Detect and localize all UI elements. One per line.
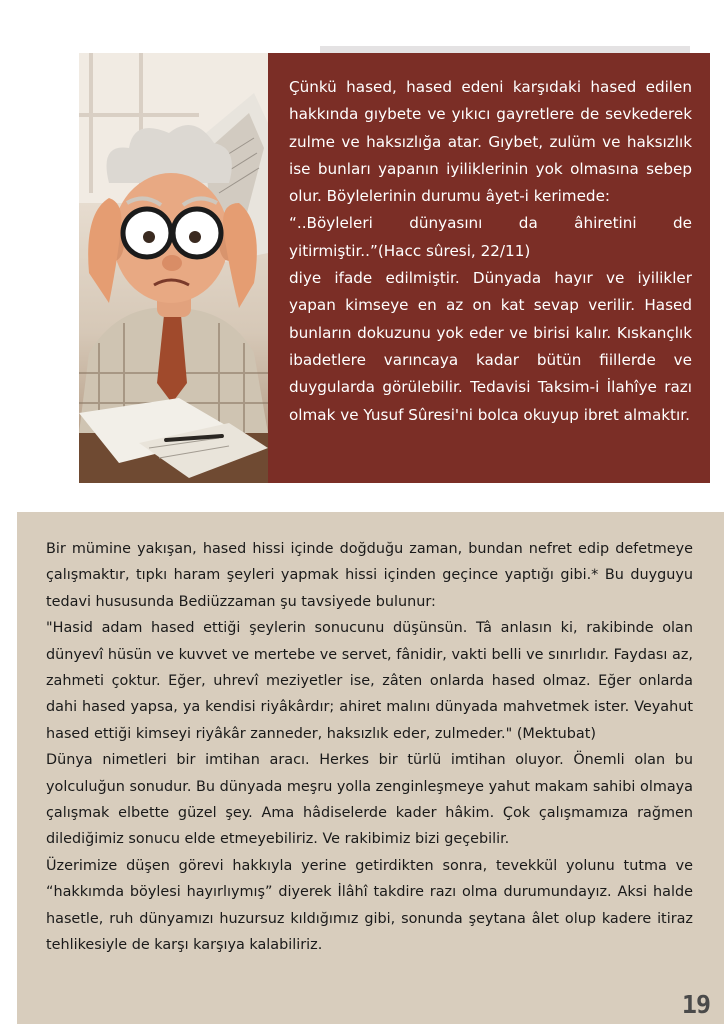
top-text-box [268,53,710,483]
top-paragraph: Çünkü hased, hased edeni karşıdaki hased edilen hakkında gıybete ve yıkıcı gayretlere de sevkederek zulme ve haksızlığa atar. Gıybet, zulüm ve haksızlık ise bunları yapanın iyiliklerinin yok olmasına sebep olur. Böylelerinin durumu âyet-i kerimede: [289,78,692,206]
worried-old-man-illustration [79,53,268,483]
worried-old-man-with-glasses-illustration [79,53,268,483]
bottom-paragraph: Dünya nimetleri bir imtihan aracı. Herkes bir türlü imtihan oluyor. Önemli olan bu yolculuğun sonudur. Bu dünyada meşru yolla zenginleşmeye yahut makam sahibi olmaya çalışmak elbette güzel şey. Ama hâdiselerde kader hâkim. Çok çalışmamıza rağmen dilediğimiz sonucu elde etmeyebiliriz. Ve rakibimiz bizi geçebilir. [46,752,693,848]
bottom-text-box [17,512,724,1024]
page-number: 19 [681,989,710,1019]
bottom-paragraph: Üzerimize düşen görevi hakkıyla yerine getirdikten sonra, tevekkül yolunu tutma ve “hakkımda böylesi hayırlıymış” diyerek İlâhî takdire razı olma durumundayız. Aksi halde hasetle, ruh dünyamızı huzursuz kıldığımız gibi, sonunda şeytana âlet olup kadere itiraz tehlikesiyle de karşı karşıya kalabiliriz. [46,857,693,954]
bottom-paragraph: Bir mümine yakışan, hased hissi içinde doğduğu zaman, bundan nefret edip defetmeye çalışmaktır, tıpkı haram şeyleri yapmak hissi içinden geçince yaptığı gibi.* Bu duyguyu tedavi hususunda Bediüzzaman şu tavsiyede bulunur: [46,541,693,610]
top-paragraph: diye ifade edilmiştir. Dünyada hayır ve iyilikler yapan kimseye en az on kat sevap verilir. Hased bunların dokuzunu yok eder ve birisi kalır. Kıskançlık ibadetlere varıncaya kadar bütün fiillerde ve duygularda görülebilir. Tedavisi Taksim-i İlahîye razı olmak ve Yusuf Sûresi'ni bolca okuyup ibret almaktır. [289,269,692,424]
top-paragraph-quote: “..Böyleleri dünyasını da âhiretini de yitirmiştir..”(Hacc sûresi, 22/11) [289,214,692,260]
bottom-paragraph-quote: "Hasid adam hased ettiği şeylerin sonucunu düşünsün. Tâ anlasın ki, rakibinde olan dünyevî hüsün ve kuvvet ve mertebe ve servet, fânidir, vakti belli ve sınırlıdır. Faydası az, zahmeti çoktur. Eğer, uhrevî meziyetler ise, zâten onlarda hased olmaz. Eğer onlarda dahi hased yapsa, ya kendisi riyâkârdır; ahiret malını dünyada mahvetmek ister. Veyahut hased ettiği kimseyi riyâkâr zanneder, haksızlık eder, zulmeder." (Mektubat) [46,620,693,742]
